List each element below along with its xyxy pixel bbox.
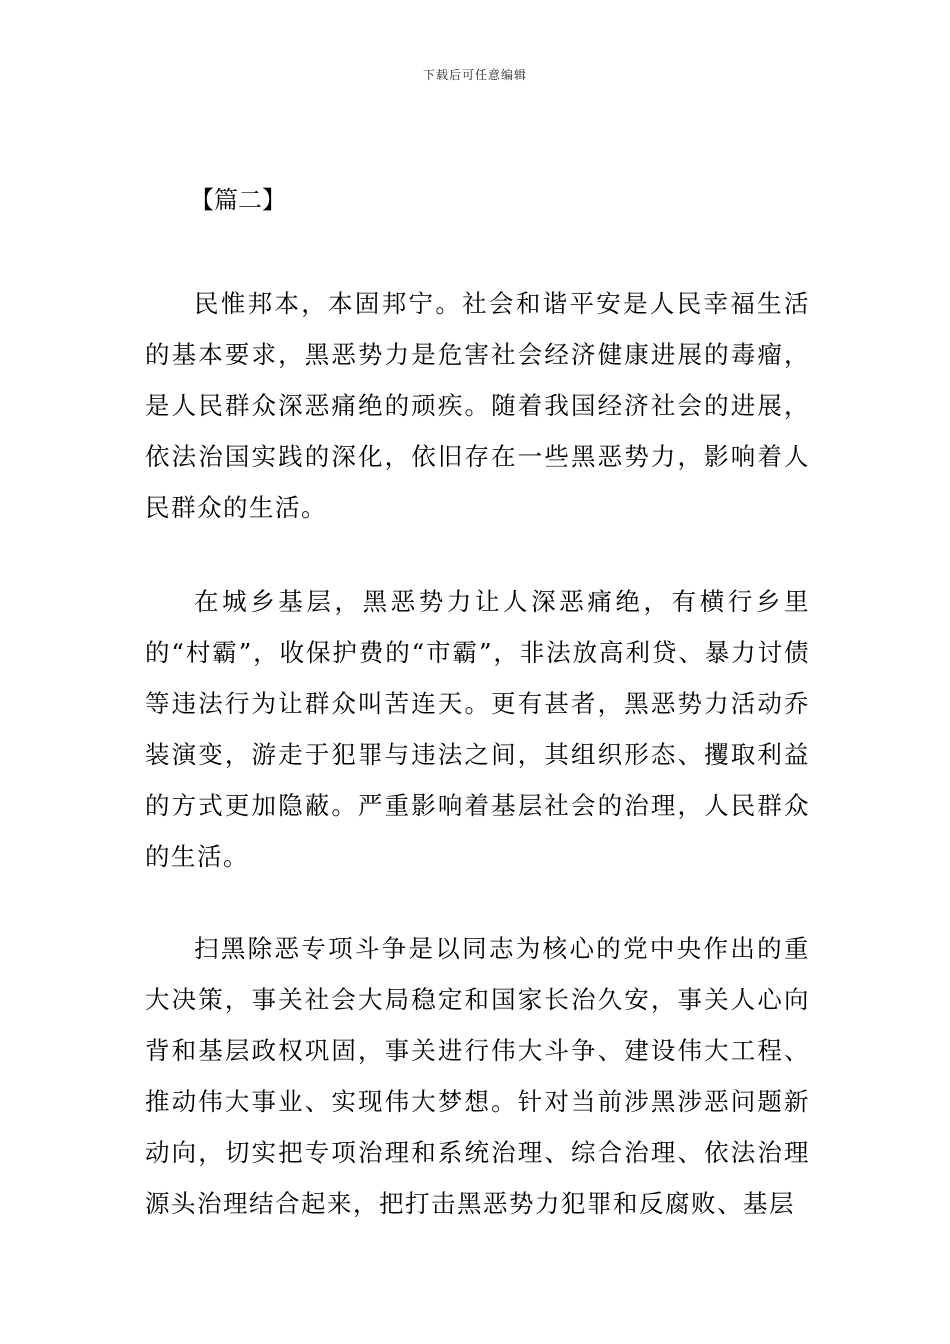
section-title: 【篇二】 — [190, 186, 286, 214]
page-header-note: 下载后可任意编辑 — [422, 68, 527, 82]
paragraph-3: 扫黑除恶专项斗争是以同志为核心的党中央作出的重大决策，事关社会大局稳定和国家长治久安，事关人心向背和基层政权巩固，事关进行伟大斗争、建设伟大工程、推动伟大事业、实现伟大梦想。针对当前涉黑涉恶问题新动向，切实把专项治理和系统治理、综合治理、依法治理源头治理结合起来，把打击黑恶势力犯罪和反腐败、基层 — [145, 934, 810, 1218]
paragraph-1: 民惟邦本，本固邦宁。社会和谐平安是人民幸福生活的基本要求，黑恶势力是危害社会经济健康进展的毒瘤，是人民群众深恶痛绝的顽疾。随着我国经济社会的进展，依法治国实践的深化，依旧存在一些黑恶势力，影响着人民群众的生活。 — [145, 289, 810, 522]
paragraph-2: 在城乡基层，黑恶势力让人深恶痛绝，有横行乡里的“村霸”，收保护费的“市霸”，非法放高利贷、暴力讨债等违法行为让群众叫苦连天。更有甚者，黑恶势力活动乔装演变，游走于犯罪与违法之间，其组织形态、攫取利益的方式更加隐蔽。严重影响着基层社会的治理，人民群众的生活。 — [145, 587, 810, 871]
